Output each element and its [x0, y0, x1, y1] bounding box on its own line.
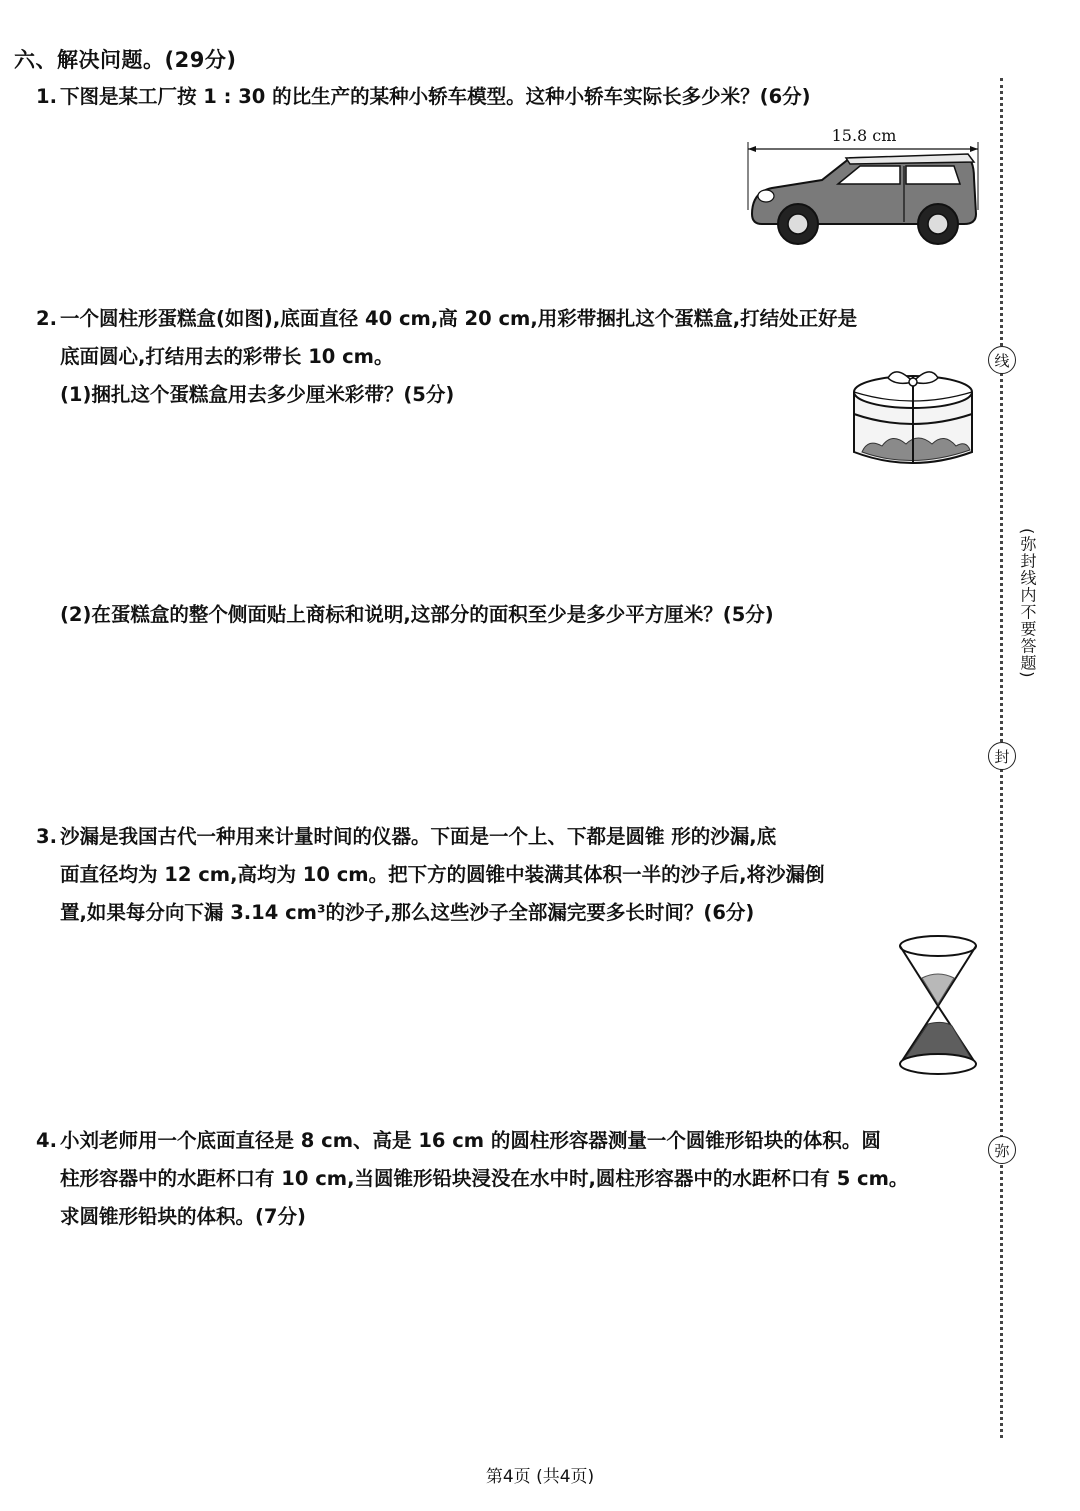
cake-box-figure: [848, 360, 978, 470]
hourglass-figure: [896, 932, 980, 1080]
question-4-number: 4.: [36, 1129, 57, 1152]
question-2-number: 2.: [36, 307, 57, 330]
seal-mark-seal: 封: [988, 742, 1016, 770]
section-title: 六、解决问题。(29分): [14, 48, 237, 72]
car-model-figure: [742, 122, 982, 252]
question-3-line3: 置,如果每分向下漏 3.14 cm³的沙子,那么这些沙子全部漏完要多长时间？(6分): [60, 901, 755, 924]
question-4-line2: 柱形容器中的水距杯口有 10 cm,当圆锥形铅块浸没在水中时,圆柱形容器中的水距杯口有 5 cm。: [60, 1167, 909, 1190]
question-3-line2: 面直径均为 12 cm,高均为 10 cm。把下方的圆锥中装满其体积一半的沙子后,将沙漏倒: [60, 863, 825, 886]
question-3: [36, 818, 825, 932]
question-1: [36, 78, 811, 116]
question-3-number: 3.: [36, 825, 57, 848]
seal-mark-mi: 弥: [988, 1136, 1016, 1164]
question-1-text: 下图是某工厂按 1 : 30 的比生产的某种小轿车模型。这种小轿车实际长多少米？(6分): [60, 85, 811, 108]
hourglass-icon: [896, 932, 980, 1080]
question-1-number: 1.: [36, 85, 57, 108]
question-2-part2-block: [60, 596, 774, 634]
question-2-part2: (2)在蛋糕盒的整个侧面贴上商标和说明,这部分的面积至少是多少平方厘米？(5分): [60, 603, 774, 626]
question-2: [36, 300, 857, 414]
question-4-line3: 求圆锥形铅块的体积。(7分): [60, 1205, 306, 1228]
question-2-line1: 一个圆柱形蛋糕盒(如图),底面直径 40 cm,高 20 cm,用彩带捆扎这个蛋糕盒,打结处正好是: [60, 307, 858, 330]
question-3-line1: 沙漏是我国古代一种用来计量时间的仪器。下面是一个上、下都是圆锥 形的沙漏,底: [60, 825, 777, 848]
seal-mark-line: 线: [988, 346, 1016, 374]
question-2-line2: 底面圆心,打结用去的彩带长 10 cm。: [60, 345, 394, 368]
seal-note: (弥封线内不要答题): [1018, 528, 1037, 679]
question-2-part1: (1)捆扎这个蛋糕盒用去多少厘米彩带？(5分): [60, 383, 455, 406]
page-footer: 第4页 (共4页): [485, 1467, 595, 1487]
car-length-label: 15.8 cm: [831, 126, 897, 145]
question-4: [36, 1122, 908, 1236]
cake-box-icon: [848, 360, 978, 470]
question-4-line1: 小刘老师用一个底面直径是 8 cm、高是 16 cm 的圆柱形容器测量一个圆锥形铅块的体积。圆: [60, 1129, 881, 1152]
